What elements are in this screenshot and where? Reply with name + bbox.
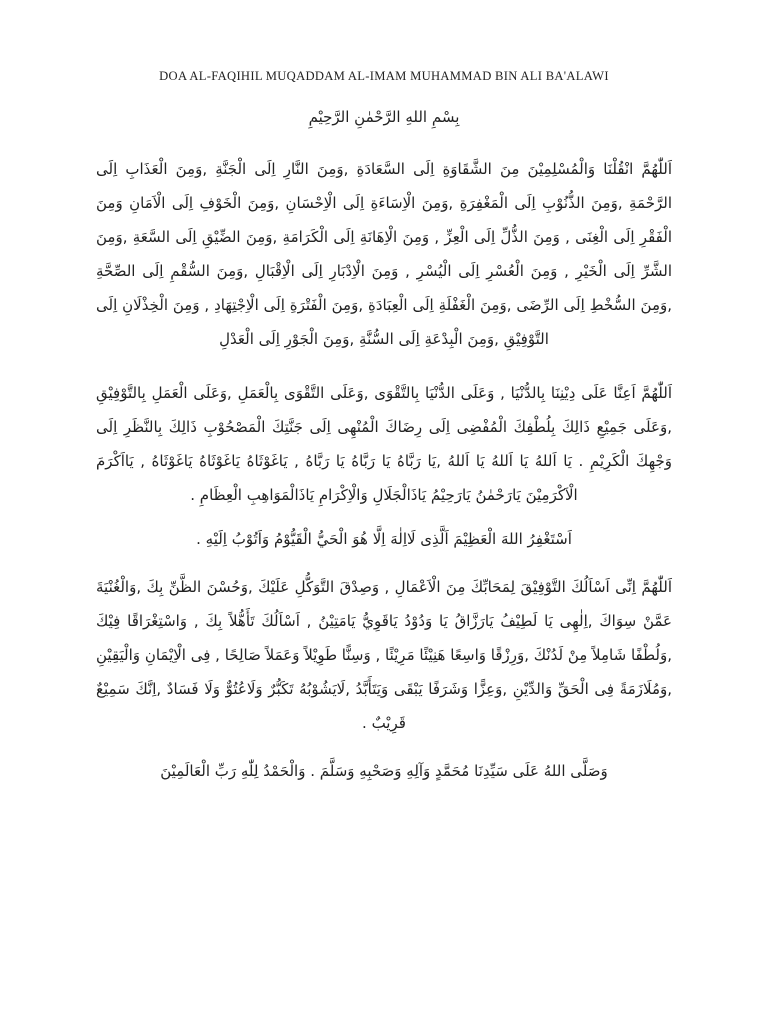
closing-salawat: وَصَلَّى اللهُ عَلَى سَيِّدِنَا مُحَمَّدٍ وَآلِهِ وَصَحْبِهِ وَسَلَّمَ . وَالْحَمْدُ لِلّٰهِ رَبِّ الْعَالَمِيْنَ [160, 762, 608, 780]
basmala: بِسْمِ اللهِ الرَّحْمٰنِ الرَّحِيْمِ [308, 108, 460, 126]
document-title: DOA AL-FAQIHIL MUQADDAM AL-IMAM MUHAMMAD BIN ALI BA'ALAWI [159, 69, 609, 83]
prayer-paragraph-3: اَللّٰهُمَّ اِنِّى اَسْاَلُكَ التَّوْفِيْقَ لِمَحَابِّكَ مِنَ الْاَعْمَالِ , وَصِدْقَ التَّوَكُّلِ عَلَيْكَ ,وَحُسْنَ الظَّنِّ بِكَ ,وَالْغُنْيَةَ عَمَّنْ سِوَاكَ ,اِلٰهِى يَا لَطِيْفُ يَارَزَّاقُ يَا وَدُوْدُ يَاقَوِيُّ يَامَتِيْنُ , اَسْاَلُكَ تَأَهُّلاً بِكَ , وَاسْتِغْرَاقًا فِيْكَ ,وَلُطْفًا شَامِلاً مِنْ لَدُنْكَ ,وَرِزْقًا وَاسِعًا هَنِيْئًا مَرِيْئًا , وَسِنًّا طَوِيْلاً وَعَمَلاً صَالِحًا , فِى الْاِيْمَانِ وَالْيَقِيْنِ ,وَمُلَازَمَةً فِى الْحَقِّ وَالدِّيْنِ ,وَعِزًّا وَشَرَفًا يَبْقَى وَيَتَأَبَّدُ ,لَايَشُوْبُهُ تَكَبُّرٌ وَلَاعُتُوٌّ وَلَا فَسَادٌ ,اِنَّكَ سَمِيْعٌ قَرِيْبٌ . [96, 578, 672, 732]
prayer-paragraph-1: اَللّٰهُمَّ انْقُلْنَا وَالْمُسْلِمِيْنَ مِنَ الشَّقَاوَةِ اِلَى السَّعَادَةِ ,وَمِنَ النَّارِ اِلَى الْجَنَّةِ ,وَمِنَ الْعَذَابِ اِلَى الرَّحْمَةِ ,وَمِنَ الذُّنُوْبِ اِلَى الْمَغْفِرَةِ ,وَمِنَ الْاِسَاءَةِ اِلَى الْاِحْسَانِ ,وَمِنَ الْخَوْفِ اِلَى الْاَمَانِ وَمِنَ الْفَقْرِ اِلَى الْغِنَى , وَمِنَ الذُّلِّ اِلَى الْعِزِّ , وَمِنَ الْاِهَانَةِ اِلَى الْكَرَامَةِ ,وَمِنَ الضِّيْقِ اِلَى السَّعَةِ ,وَمِنَ الشَّرِّ اِلَى الْخَيْرِ , وَمِنَ الْعُسْرِ اِلَى الْيُسْرِ , وَمِنَ الْاِدْبَارِ اِلَى الْاِقْبَالِ ,وَمِنَ السُّقْمِ اِلَى الصِّحَّةِ ,وَمِنَ السُّخْطِ اِلَى الرِّضَى ,وَمِنَ الْغَفْلَةِ اِلَى الْعِبَادَةِ ,وَمِنَ الْفَتْرَةِ اِلَى الْاِجْتِهَادِ , وَمِنَ الْخِذْلَانِ اِلَى التَّوْفِيْقِ ,وَمِنَ الْبِدْعَةِ اِلَى السُّنَّةِ ,وَمِنَ الْجَوْرِ اِلَى الْعَدْلِ [96, 160, 672, 348]
istighfar-paragraph: اَسْتَغْفِرُ اللهَ الْعَظِيْمَ اَلَّذِى لَااِلٰهَ اِلَّا هُوَ الْحَيُّ الْقَيُّوْمُ وَاَتُوْبُ اِلَيْهِ . [196, 530, 572, 548]
prayer-paragraph-2: اَللّٰهُمَّ اَعِنَّا عَلَى دِيْنِنَا بِالدُّنْيَا , وَعَلَى الدُّنْيَا بِالتَّقْوَى ,وَعَلَى التَّقْوَى بِالْعَمَلِ ,وَعَلَى الْعَمَلِ بِالتَّوْفِيْقِ ,وَعَلَى جَمِيْعِ ذَالِكَ بِلُطْفِكَ الْمُفْضِى اِلَى رِضَاكَ الْمُنْهِى اِلَى جَنَّتِكَ الْمَصْحُوْبِ ذَالِكَ بِالنَّظَرِ اِلَى وَجْهِكَ الْكَرِيْمِ . يَا اَللهُ يَا اَللهُ يَا اَللهُ ,يَا رَبَّاهُ يَا رَبَّاهُ يَا رَبَّاهُ , يَاغَوْثَاهُ يَاغَوْثَاهُ يَاغَوْثَاهُ , يَااَكْرَمَ الْاَكْرَمِيْنَ يَارَحْمٰنُ يَارَحِيْمُ يَاذَالْجَلَالِ وَالْاِكْرَامِ يَاذَالْمَوَاهِبِ الْعِظَامِ . [96, 384, 672, 504]
